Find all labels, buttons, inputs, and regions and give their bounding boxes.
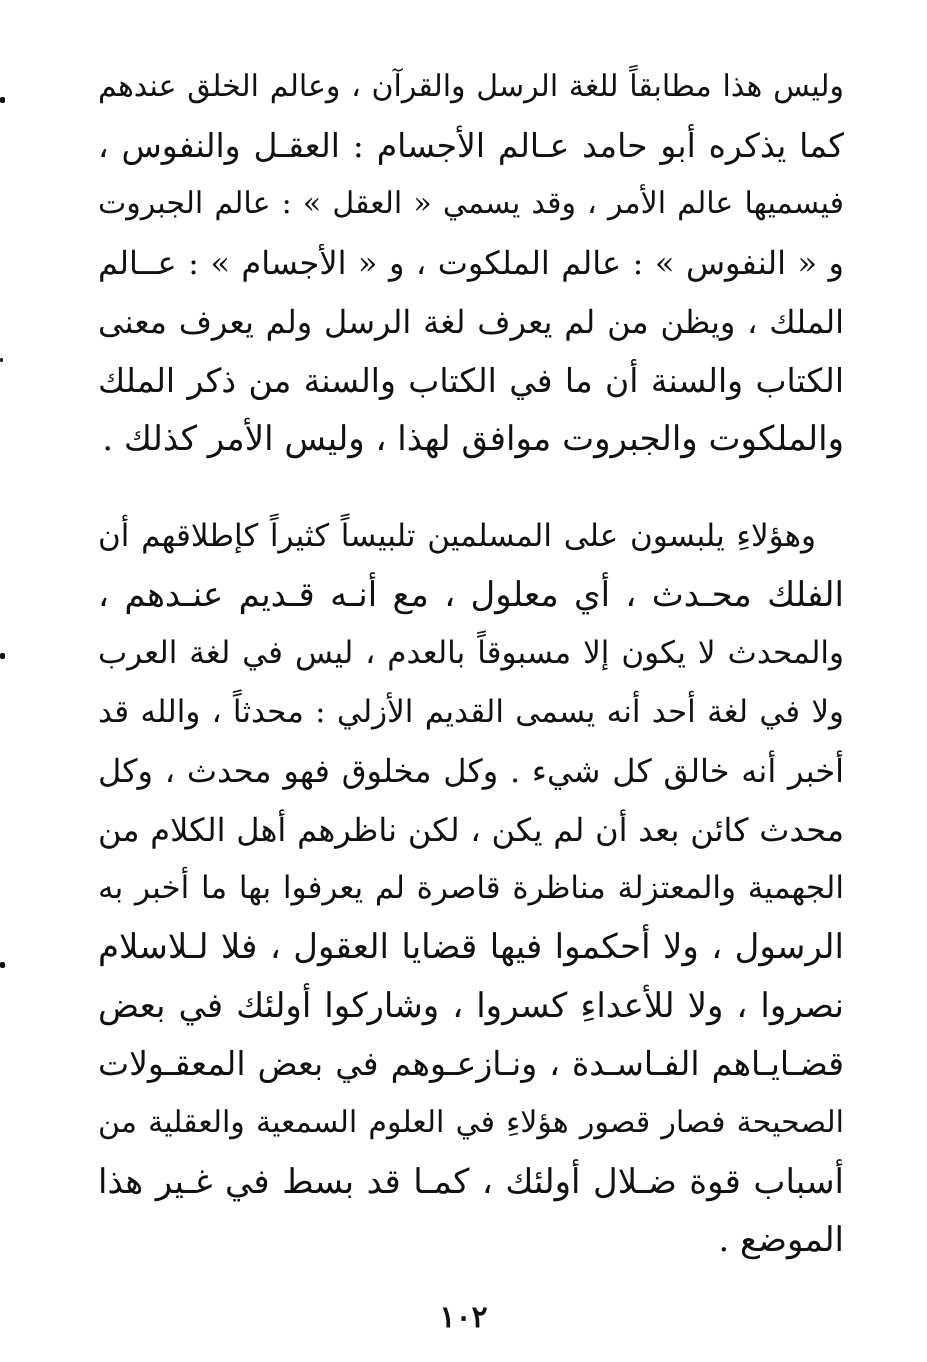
paragraph-2-line: أسباب قوة ضـلال أولئك ، كمـا قد بسط في غـير هذا [98,1161,844,1202]
paragraph-2 [98,507,844,1270]
paragraph-1-line: و « النفوس » : عالم الملكوت ، و « الأجسام » : عــالم [98,244,844,283]
paragraph-2-line: الرسول ، ولا أحكموا فيها قضايا العقول ، فلا لـلاسلام [98,926,844,967]
binding-hole-mark [0,962,5,968]
paragraph-2-line: محدث كائن بعد أن لم يكن ، لكن ناظرهم أهل الكلام من [98,810,844,849]
paragraph-2-line: الجهمية والمعتزلة مناظرة قاصرة لم يعرفوا بها ما أخبر به [98,870,844,907]
paragraph-1-line: كما يذكره أبو حامد عـالم الأجسام : العقـل والنفوس ، [98,125,844,165]
paragraph-2-line: ولا في لغة أحد أنه يسمى القديم الأزلي : محدثاً ، والله قد [98,694,844,731]
paragraph-1-line: الكتاب والسنة أن ما في الكتاب والسنة من ذكر الملك [98,360,844,400]
paragraph-1 [98,58,844,469]
paragraph-1-line: وليس هذا مطابقاً للغة الرسل والقرآن ، وعالم الخلق عندهم [98,69,844,104]
paragraph-2-line: الموضع . [718,1220,844,1261]
paragraph-2-line: أخبر أنه خالق كل شيء . وكل مخلوق فهو محدث ، وكل [98,751,844,790]
binding-hole-mark [0,653,5,659]
paragraph-1-line: والملكوت والجبروت موافق لهذا ، وليس الأمر كذلك . [102,419,844,460]
paragraph-1-line: فيسميها عالم الأمر ، وقد يسمي « العقل » : عالم الجبروت [98,186,844,222]
paragraph-2-line: الفلك محـدث ، أي معلول ، مع أنـه قـديم عنـدهم ، [98,574,844,615]
paragraph-2-line: نصروا ، ولا للأعداءِ كسروا ، وشاركوا أولئك في بعض [98,985,844,1026]
paragraph-2-line: والمحدث لا يكون إلا مسبوقاً بالعدم ، ليس في لغة العرب [98,635,844,672]
page-number: ١٠٢ [439,1300,488,1335]
binding-hole-mark [0,97,5,103]
paragraph-2-line: وهؤلاءِ يلبسون على المسلمين تلبيساً كثيراً كإطلاقهم أن [98,518,816,554]
binding-hole-mark [0,358,3,362]
paragraph-2-line: الصحيحة فصار قصور هؤلاءِ في العلوم السمعية والعقلية من [98,1105,844,1141]
paragraph-1-line: الملك ، ويظن من لم يعرف لغة الرسل ولم يعرف معنى [98,302,845,341]
paragraph-2-line: قضـايـاهم الفـاسـدة ، ونـازعـوهم في بعض المعقـولات [98,1044,844,1084]
